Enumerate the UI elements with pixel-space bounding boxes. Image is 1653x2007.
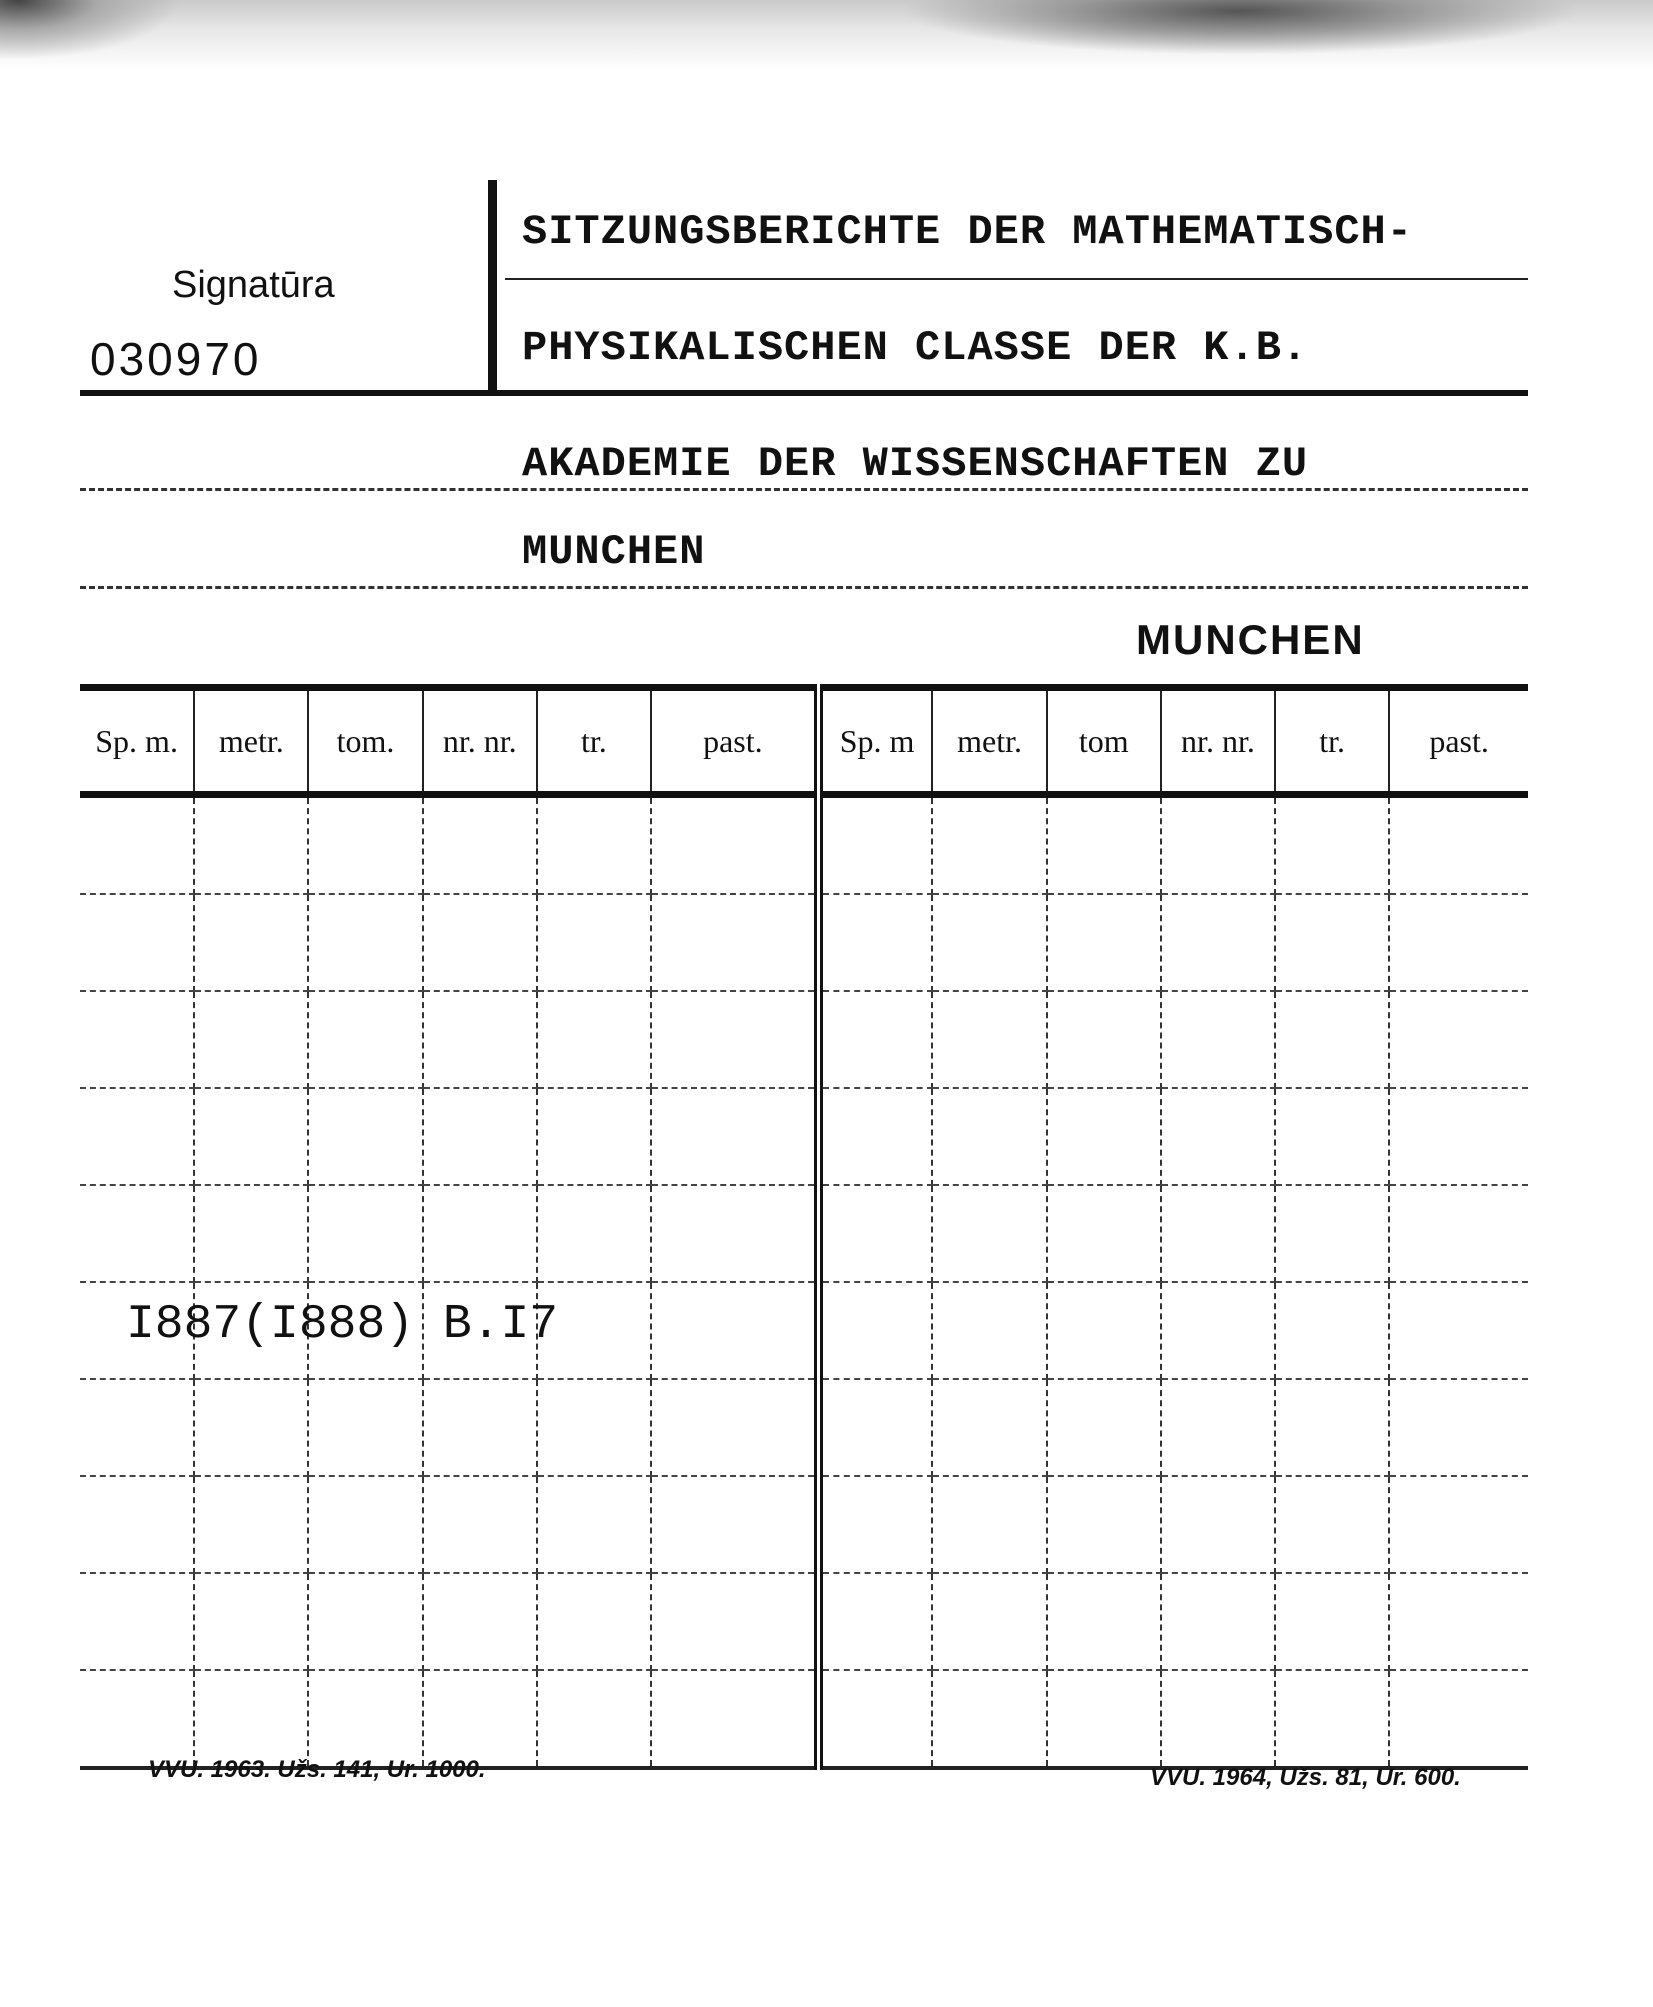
title-rule-3 (80, 488, 1528, 491)
table-cell (818, 795, 932, 895)
table-cell (423, 1185, 537, 1282)
table-cell (537, 1670, 651, 1768)
column-header: tr. (537, 688, 651, 795)
table-row (80, 1185, 1528, 1282)
table-cell (1161, 1088, 1275, 1185)
table-cell (1389, 1476, 1528, 1573)
table-cell (1389, 991, 1528, 1088)
table-cell (818, 1282, 932, 1379)
table-cell (1047, 1670, 1161, 1768)
title-rule-4 (80, 586, 1528, 589)
table-cell (537, 795, 651, 895)
table-cell (1161, 1379, 1275, 1476)
place-label: MUNCHEN (1136, 616, 1365, 663)
table-cell (1389, 1573, 1528, 1670)
table-cell (651, 894, 818, 991)
table-cell (423, 894, 537, 991)
table-cell (932, 1379, 1046, 1476)
table-cell (1275, 1185, 1389, 1282)
table-cell (932, 1088, 1046, 1185)
table-cell (1275, 1282, 1389, 1379)
table-cell (308, 1185, 422, 1282)
table-cell (423, 1088, 537, 1185)
table-cell (1047, 1282, 1161, 1379)
table-cell (1161, 1185, 1275, 1282)
table-cell (1047, 1379, 1161, 1476)
table-cell (537, 991, 651, 1088)
column-header: tom (1047, 688, 1161, 795)
table-cell (651, 1185, 818, 1282)
table-cell (932, 795, 1046, 895)
table-cell (1161, 991, 1275, 1088)
table-cell (1389, 1185, 1528, 1282)
table-cell (932, 1476, 1046, 1573)
table-cell (308, 991, 422, 1088)
table-cell (308, 1476, 422, 1573)
holdings-table (80, 684, 1528, 1770)
column-header: tr. (1275, 688, 1389, 795)
table-cell (80, 1670, 194, 1768)
table-cell (1047, 1088, 1161, 1185)
table-header-row (80, 688, 1528, 795)
table-cell (80, 1088, 194, 1185)
table-cell (423, 795, 537, 895)
table-row (80, 1573, 1528, 1670)
table-cell (308, 1573, 422, 1670)
table-row (80, 1379, 1528, 1476)
table-cell (1161, 1476, 1275, 1573)
table-cell (1389, 894, 1528, 991)
table-cell (932, 1573, 1046, 1670)
signature-label: Signatūra (172, 264, 335, 306)
column-header: past. (1389, 688, 1528, 795)
table-cell (80, 1476, 194, 1573)
table-cell (308, 1379, 422, 1476)
table-cell (194, 1088, 308, 1185)
table-cell (1275, 1573, 1389, 1670)
table-cell (932, 1670, 1046, 1768)
table-cell (818, 1670, 932, 1768)
title-line-4: MUNCHEN (522, 528, 706, 576)
table-cell (651, 1282, 818, 1379)
table-cell (194, 795, 308, 895)
table-cell (308, 795, 422, 895)
column-header: Sp. m. (80, 688, 194, 795)
column-header: past. (651, 688, 818, 795)
title-line-1: SITZUNGSBERICHTE DER MATHEMATISCH- (522, 208, 1413, 256)
column-header: metr. (194, 688, 308, 795)
table-cell (1275, 1670, 1389, 1768)
table-cell (1275, 991, 1389, 1088)
table-cell (818, 991, 932, 1088)
table-cell (1161, 1670, 1275, 1768)
table-cell (651, 1573, 818, 1670)
table-cell (1047, 1185, 1161, 1282)
table-cell (651, 991, 818, 1088)
table-cell (1275, 1379, 1389, 1476)
table-cell (194, 1379, 308, 1476)
table-cell (423, 1573, 537, 1670)
table-cell (194, 894, 308, 991)
note-right: VVU. 1964, Užs. 81, Ur. 600. (1150, 1764, 1461, 1791)
table-cell (537, 1185, 651, 1282)
table-cell (1047, 1476, 1161, 1573)
torn-paper-edge-dark (900, 0, 1580, 55)
table-cell (651, 1476, 818, 1573)
table-cell (1161, 795, 1275, 895)
table-cell (308, 1670, 422, 1768)
table-cell (1047, 1573, 1161, 1670)
table-row (80, 991, 1528, 1088)
table-cell (1389, 1670, 1528, 1768)
table-cell (80, 1379, 194, 1476)
table-cell (932, 991, 1046, 1088)
table-cell (537, 1088, 651, 1185)
table-cell (537, 1573, 651, 1670)
table-cell (80, 894, 194, 991)
table-cell (818, 1185, 932, 1282)
table-row (80, 795, 1528, 895)
table-row (80, 1476, 1528, 1573)
column-header: Sp. m (818, 688, 932, 795)
table-cell (1389, 795, 1528, 895)
table-cell (651, 1088, 818, 1185)
signature-number: 030970 (90, 333, 262, 385)
table-cell (818, 1088, 932, 1185)
table-cell (1161, 1282, 1275, 1379)
table-cell (80, 795, 194, 895)
table-cell (80, 991, 194, 1088)
title-rule-1 (505, 278, 1528, 280)
table-cell (1389, 1088, 1528, 1185)
table-cell (818, 894, 932, 991)
table-cell (651, 1379, 818, 1476)
table-cell (423, 1379, 537, 1476)
title-line-2: PHYSIKALISCHEN CLASSE DER K.B. (522, 324, 1309, 372)
table-row (80, 1088, 1528, 1185)
table-cell (423, 991, 537, 1088)
table-cell (194, 1670, 308, 1768)
table-cell (932, 1185, 1046, 1282)
table-cell (1275, 795, 1389, 895)
table-cell (537, 1476, 651, 1573)
table-cell (423, 1476, 537, 1573)
table-cell (1161, 1573, 1275, 1670)
table-cell (1047, 795, 1161, 895)
table-cell (1275, 1088, 1389, 1185)
table-cell (423, 1670, 537, 1768)
table-cell (308, 1088, 422, 1185)
table-cell (194, 1476, 308, 1573)
table-cell (651, 1670, 818, 1768)
table-row (80, 894, 1528, 991)
table-cell (537, 1379, 651, 1476)
table-cell (1275, 1476, 1389, 1573)
table-cell (308, 894, 422, 991)
column-header: nr. nr. (423, 688, 537, 795)
table-cell (818, 1573, 932, 1670)
table-cell (932, 1282, 1046, 1379)
table-cell (818, 1379, 932, 1476)
column-header: tom. (308, 688, 422, 795)
header-divider (488, 180, 497, 392)
table-cell (194, 1185, 308, 1282)
table-cell (1047, 991, 1161, 1088)
table-cell (194, 991, 308, 1088)
table-cell (80, 1185, 194, 1282)
table-cell (1275, 894, 1389, 991)
table-cell (1389, 1282, 1528, 1379)
note-left: VVU. 1963. Užs. 141, Ur. 1000. (148, 1756, 486, 1783)
column-header: nr. nr. (1161, 688, 1275, 795)
table-cell (1161, 894, 1275, 991)
table-row (80, 1670, 1528, 1768)
title-line-3: AKADEMIE DER WISSENSCHAFTEN ZU (522, 440, 1309, 488)
column-header: metr. (932, 688, 1046, 795)
years-entry: I887(I888) B.I7 (126, 1298, 559, 1352)
table-cell (80, 1573, 194, 1670)
header-rule (80, 390, 1528, 396)
table-cell (818, 1476, 932, 1573)
table-cell (1389, 1379, 1528, 1476)
table-cell (651, 795, 818, 895)
table-cell (1047, 894, 1161, 991)
table-cell (932, 894, 1046, 991)
table-cell (537, 894, 651, 991)
torn-paper-edge-left (0, 0, 180, 60)
table-cell (194, 1573, 308, 1670)
